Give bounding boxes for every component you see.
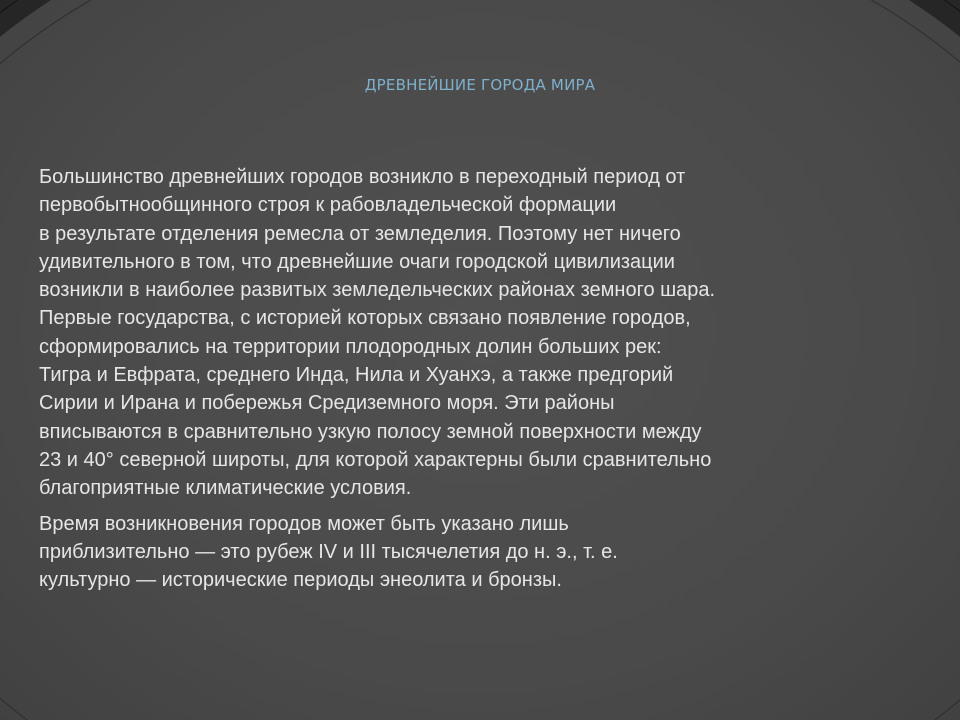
text-line: Тигра и Евфрата, среднего Инда, Нила и Хуанхэ, а также предгорий [39,364,674,387]
text-line: Первые государства, с историей которых связано появление городов, [39,307,691,330]
slide-body [39,163,929,594]
text-line: приблизительно — это рубеж IV и III тысячелетия до н. э., т. е. [39,540,618,563]
text-line: сформировались на территории плодородных долин больших рек: [39,335,662,358]
text-line: благоприятные климатические условия. [39,477,412,500]
text-line: в результате отделения ремесла от земледелия. Поэтому нет ничего [39,222,681,245]
text-line: первобытнообщинного строя к рабовладельческой формации [39,194,617,217]
text-line: вписываются в сравнительно узкую полосу земной поверхности между [39,420,702,443]
text-line: Большинство древнейших городов возникло в переходный период от [39,166,686,188]
text-line: возникли в наиболее развитых земледельческих районах земного шара. [39,279,716,302]
text-line: Время возникновения городов может быть указано лишь [39,512,569,535]
text-line: удивительного в том, что древнейшие очаги городской цивилизации [39,250,675,273]
slide-title: ДРЕВНЕЙШИЕ ГОРОДА МИРА [364,76,596,94]
paragraph-2 [39,510,929,595]
text-line: Сирии и Ирана и побережья Средиземного моря. Эти районы [39,392,615,415]
text-line: 23 и 40° северной широты, для которой характерны были сравнительно [39,448,712,471]
paragraph-1 [39,163,929,503]
text-line: культурно — исторические периоды энеолита и бронзы. [39,569,562,592]
